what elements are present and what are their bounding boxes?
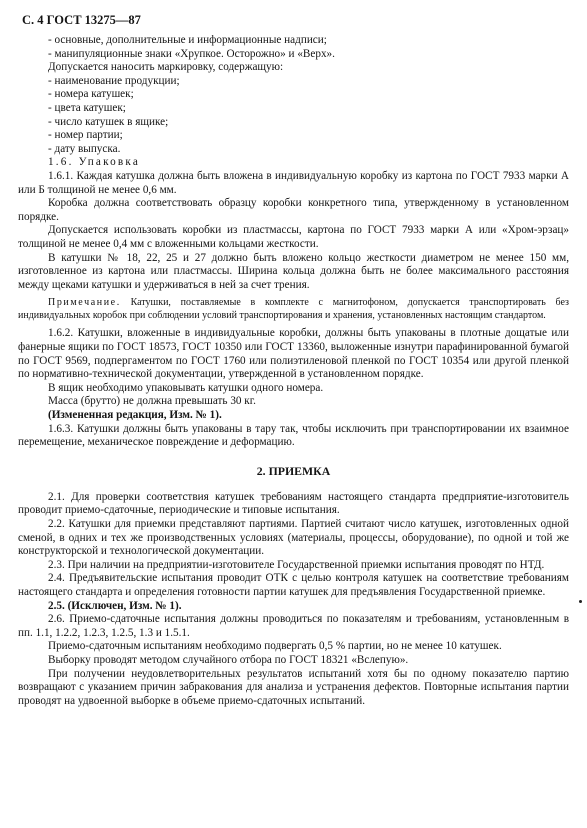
paragraph-2-6: 2.6. Приемо-сдаточные испытания должны проводиться по показателям и требованиям, установленным в пп. 1.1, 1.2.2, 1.2.3, 1.2.5, 1.3 и 1.5.1.: [18, 613, 569, 639]
scan-dot-mark: [579, 600, 582, 603]
paragraph-box-requirement: Коробка должна соответствовать образцу коробки конкретного типа, утвержденному в установленном порядке.: [18, 197, 569, 223]
section-title-acceptance: 2. ПРИЕМКА: [256, 463, 331, 478]
list-item: - дату выпуска.: [48, 142, 121, 155]
list-item: - число катушек в ящике;: [48, 115, 169, 128]
paragraph-1-6-1: 1.6.1. Каждая катушка должна быть вложена в индивидуальную коробку из картона по ГОСТ 7933 марки А или Б толщиной не менее 0,6 мм.: [18, 169, 569, 196]
marking-list-b: [18, 75, 569, 157]
allowed-marking-intro: Допускается наносить маркировку, содержащую:: [48, 61, 284, 74]
note-label: Примечание.: [48, 297, 121, 309]
paragraph-2-4: 2.4. Предъявительские испытания проводит ОТК с целью контроля катушек на соответствие требованиям настоящего стандарта и определения готовности партии катушек для предъявления Государственной приемке.: [18, 572, 569, 598]
paragraph-2-5: 2.5. (Исключен, Изм. № 1).: [48, 599, 182, 612]
paragraph-2-3: 2.3. При наличии на предприятии-изготовителе Государственной приемки испытания проводят по НТД.: [48, 558, 545, 571]
paragraph-1-6-2: 1.6.2. Катушки, вложенные в индивидуальные коробки, должны быть упакованы в плотные дощатые или фанерные ящики по ГОСТ 18573, ГОСТ 10350 или ГОСТ 13360, выложенные изнутри парафинированной бумагой по ГОСТ 9569, подпергаментом по ГОСТ 1760 или полиэтиленовой пленкой по ГОСТ 10354 или другой пленкой по нормативно-технической документации, утвержденной в установленном порядке.: [18, 327, 569, 381]
marking-list-a: [18, 34, 569, 61]
paragraph-retest: При получении неудовлетворительных результатов испытаний хотя бы по одному показателю партию возвращают с указанием причин забракования для анализа и устранения дефектов. Повторные испытания партии проводят на удвоенной выборке в объеме приемо-сдаточных испытаний.: [18, 667, 569, 707]
paragraph-plastic-boxes: Допускается использовать коробки из пластмассы, картона по ГОСТ 7933 марки А или «Хром-эрзац» толщиной не менее 0,4 мм с вложенными кольцами жесткости.: [18, 224, 569, 250]
paragraph-2-1: 2.1. Для проверки соответствия катушек требованиям настоящего стандарта предприятие-изготовитель проводит приемо-сдаточные, периодические и типовые испытания.: [18, 490, 569, 517]
list-item: - основные, дополнительные и информационные надписи;: [48, 34, 327, 46]
list-item: - номер партии;: [48, 129, 123, 142]
list-item: - номера катушек;: [48, 88, 134, 101]
list-item: - манипуляционные знаки «Хрупкое. Осторожно» и «Верх».: [48, 47, 335, 60]
list-item: - наименование продукции;: [48, 74, 180, 87]
paragraph-same-number: В ящик необходимо упаковывать катушки одного номера.: [48, 381, 324, 394]
note-block: [18, 297, 569, 322]
paragraph-1-6-3: 1.6.3. Катушки должны быть упакованы в тару так, чтобы исключить при транспортировании их взаимное перемещение, механическое повреждение и деформацию.: [18, 422, 569, 449]
page-header: С. 4 ГОСТ 13275—87: [22, 13, 141, 27]
paragraph-2-2: 2.2. Катушки для приемки представляют партиями. Партией считают число катушек, изготовленных одной сменой, в одних и тех же производственных условиях (материалы, процессы, оборудование), по одной и той же конструкторской и технологической документации.: [18, 518, 569, 558]
amendment-note: (Измененная редакция, Изм. № 1).: [48, 409, 222, 422]
paragraph-stiffening-ring: В катушки № 18, 22, 25 и 27 должно быть вложено кольцо жесткости диаметром не менее 150 мм, изготовленное из картона или пластмассы. Ширина кольца должна быть не более максимального расстояния между щеками катушки и удерживаться в ней за счет трения.: [18, 251, 569, 291]
note-text: Катушки, поставляемые в комплекте с магнитофоном, допускается транспортировать без индивидуальных коробок при соблюдении условий транспортирования и хранения, установленных настоящим стандартом.: [18, 297, 569, 321]
paragraph-sample-size: Приемо-сдаточным испытаниям необходимо подвергать 0,5 % партии, но не менее 10 катушек.: [48, 640, 502, 653]
paragraph-gross-mass: Масса (брутто) не должна превышать 30 кг.: [48, 395, 256, 408]
subsection-title-packaging: 1.6. Упаковка: [48, 156, 141, 169]
paragraph-random-sampling: Выборку проводят методом случайного отбора по ГОСТ 18321 «Вслепую».: [48, 653, 409, 666]
list-item: - цвета катушек;: [48, 101, 126, 114]
